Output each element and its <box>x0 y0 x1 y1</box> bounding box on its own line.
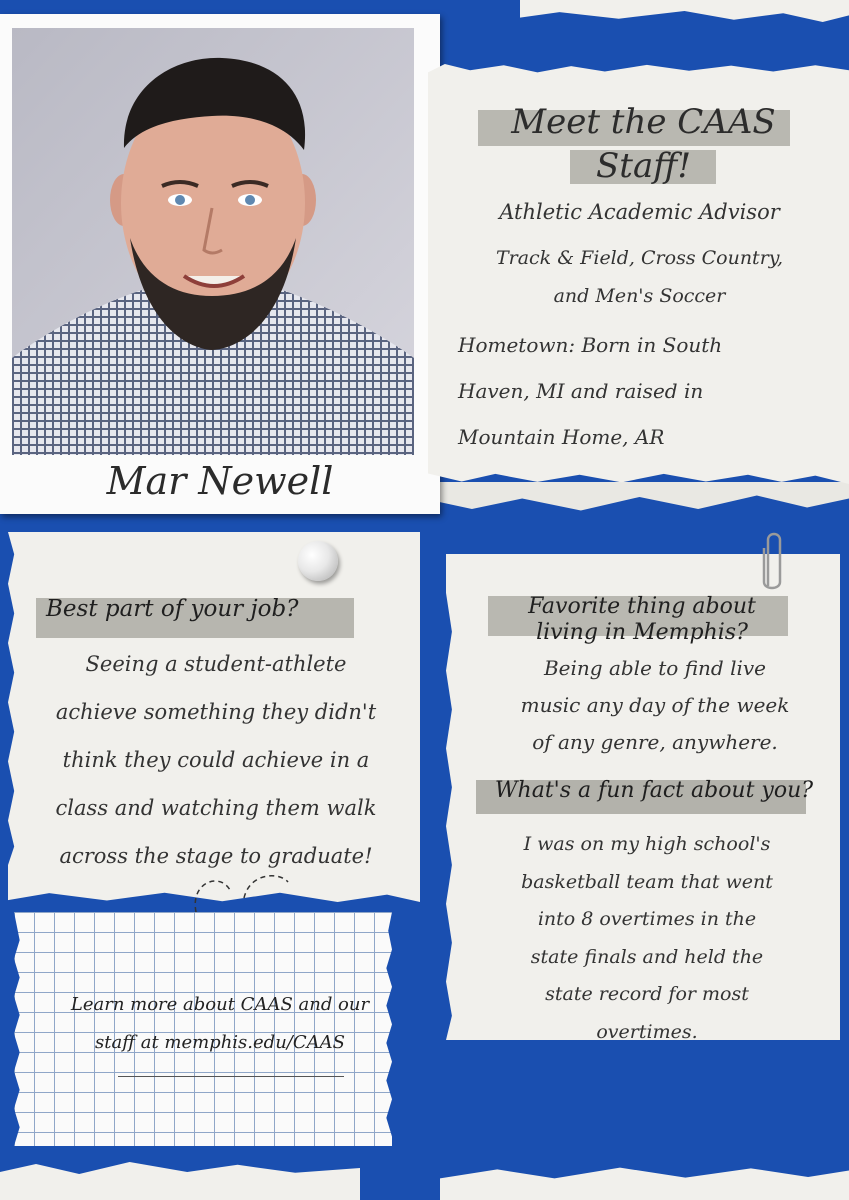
answer-line: into 8 overtimes in the <box>537 908 757 930</box>
answer-line: Being able to find live <box>543 656 767 680</box>
question-line: living in Memphis? <box>536 620 748 645</box>
answer-line: Seeing a student-athlete <box>85 652 347 676</box>
learn-more-text <box>40 986 400 1062</box>
memphis-question <box>464 594 820 646</box>
answer-line: state finals and held the <box>530 945 764 968</box>
title-line: Meet the CAAS <box>511 102 776 142</box>
sports-line: Track & Field, Cross Country, <box>495 247 784 269</box>
fun-fact-question: What's a fun fact about you? <box>494 778 814 803</box>
answer-line: achieve something they didn't <box>55 700 377 724</box>
best-part-question: Best part of your job? <box>46 596 299 622</box>
paper-strip-middle <box>430 482 849 512</box>
answer-line: across the stage to graduate! <box>59 844 373 868</box>
hometown-line: Mountain Home, AR <box>458 425 665 449</box>
answer-line: think they could achieve in a <box>62 748 370 772</box>
answer-line: state record for most <box>545 983 749 1005</box>
push-pin-icon <box>298 541 338 581</box>
learn-more-line: staff at memphis.edu/CAAS <box>95 1032 345 1053</box>
hometown-line: Hometown: Born in South <box>458 333 723 357</box>
divider <box>118 1076 344 1077</box>
page-title <box>438 100 849 188</box>
question-line: Favorite thing about <box>528 594 756 619</box>
learn-more-line: Learn more about CAAS and our <box>70 994 370 1015</box>
answer-line: I was on my high school's <box>523 833 771 855</box>
staff-role: Athletic Academic Advisor <box>499 200 780 224</box>
profile-photo <box>12 28 414 455</box>
answer-line: class and watching them walk <box>55 796 377 820</box>
staff-name: Mar Newell <box>106 459 334 503</box>
paper-strip-top <box>520 0 849 22</box>
polaroid-frame <box>0 14 440 514</box>
paper-strip-bottom <box>0 1160 360 1200</box>
best-part-answer <box>16 640 416 880</box>
paper-clip-icon <box>760 528 786 594</box>
sports-line: and Men's Soccer <box>553 285 726 307</box>
answer-line: basketball team that went <box>521 870 773 893</box>
answer-line: of any genre, anywhere. <box>532 730 778 754</box>
title-line: Staff! <box>596 146 691 186</box>
portrait-illustration <box>12 28 414 455</box>
answer-line: overtimes. <box>596 1020 698 1043</box>
paper-strip-bottom <box>440 1164 849 1200</box>
hometown <box>458 322 828 460</box>
memphis-answer <box>470 650 840 761</box>
answer-line: music any day of the week <box>520 693 790 717</box>
hometown-line: Haven, MI and raised in <box>458 379 704 403</box>
fun-fact-answer <box>454 826 840 1051</box>
